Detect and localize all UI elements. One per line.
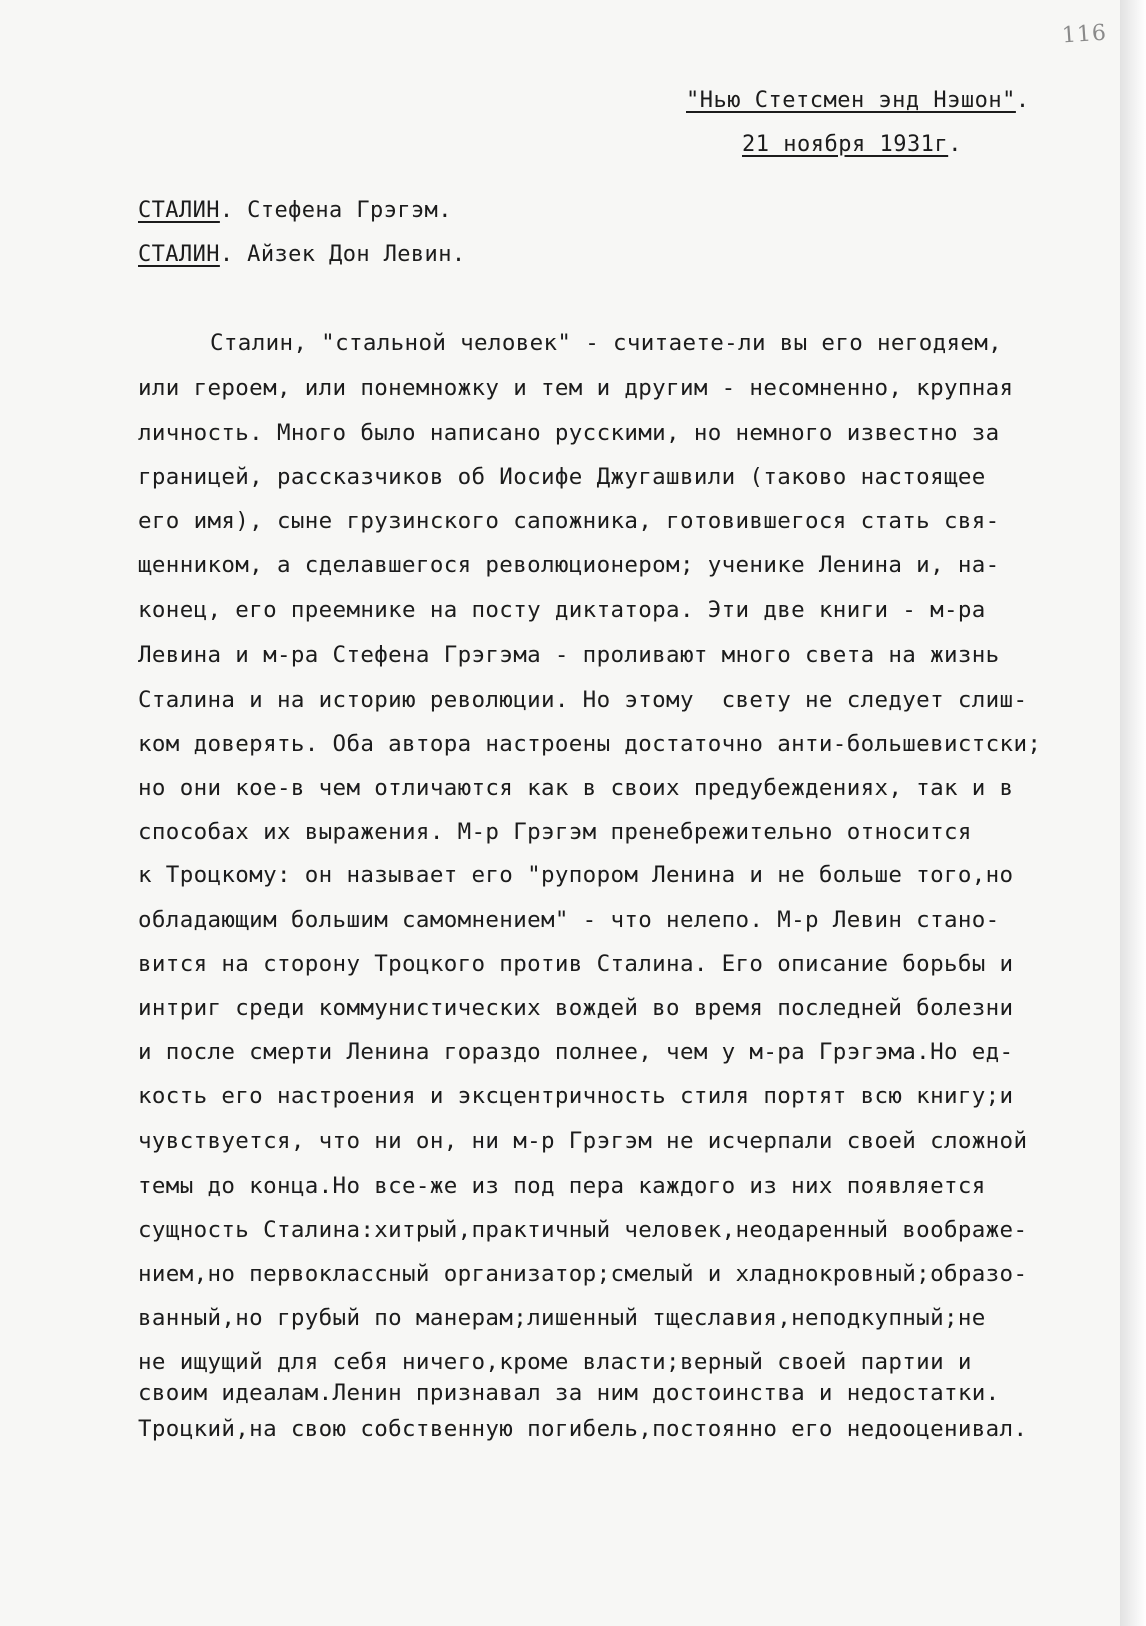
body-line: сущность Сталина:хитрый,практичный человек,неодаренный воображе- [138, 1217, 1028, 1243]
review-heading-1 [138, 198, 452, 223]
body-line: к Троцкому: он называет его "рупором Ленина и не больше того,но [138, 862, 1014, 888]
source-title [686, 88, 1030, 113]
body-line: конец, его преемнике на посту диктатора. Эти две книги - м-ра [138, 597, 986, 623]
review-title: СТАЛИН [138, 242, 220, 267]
body-line: темы до конца.Но все-же из под пера каждого из них появляется [138, 1173, 986, 1199]
body-line: не ищущий для себя ничего,кроме власти;верный своей партии и [138, 1349, 972, 1375]
review-heading-2 [138, 242, 466, 267]
body-line: Сталин, "стальной человек" - считаете-ли вы его негодяем, [210, 330, 1003, 356]
review-author: Стефена Грэгэм. [247, 198, 452, 223]
body-line: Троцкий,на свою собственную погибель,постоянно его недооценивал. [138, 1416, 1028, 1442]
review-author: Айзек Дон Левин. [247, 242, 466, 267]
source-title-period: . [1015, 88, 1030, 113]
review-separator: . [219, 242, 248, 267]
body-line: нием,но первоклассный организатор;смелый и хладнокровный;образо- [138, 1261, 1028, 1287]
body-line: Левина и м-ра Стефена Грэгэма - проливают много света на жизнь [138, 642, 1000, 668]
page-edge [1120, 0, 1146, 1626]
body-line: ком доверять. Оба автора настроены достаточно анти-большевистски; [138, 731, 1042, 757]
body-line: обладающим большим самомнением" - что нелепо. М-р Левин стано- [138, 907, 1000, 933]
body-line: чувствуется, что ни он, ни м-р Грэгэм не исчерпали своей сложной [138, 1128, 1028, 1154]
body-line: своим идеалам.Ленин признавал за ним достоинства и недостатки. [138, 1380, 1000, 1406]
body-line: щенником, а сделавшегося революционером; ученике Ленина и, на- [138, 552, 1000, 578]
publication-date [742, 132, 962, 157]
source-title-text: "Нью Стетсмен энд Нэшон" [686, 88, 1016, 113]
review-separator: . [219, 198, 248, 223]
body-line: или героем, или понемножку и тем и другим - несомненно, крупная [138, 375, 1014, 401]
body-line: границей, рассказчиков об Иосифе Джугашвили (таково настоящее [138, 464, 986, 490]
body-line: Сталина и на историю революции. Но этому свету не следует слиш- [138, 687, 1028, 713]
body-line: ванный,но грубый по манерам;лишенный тщеславия,неподкупный;не [138, 1305, 986, 1331]
body-line: личность. Много было написано русскими, но немного известно за [138, 420, 1000, 446]
body-line: интриг среди коммунистических вождей во время последней болезни [138, 995, 1014, 1021]
body-line: но они кое-в чем отличаются как в своих предубеждениях, так и в [138, 775, 1014, 801]
publication-date-text: 21 ноября 1931г [742, 132, 949, 157]
review-title: СТАЛИН [138, 198, 220, 223]
body-line: его имя), сыне грузинского сапожника, готовившегося стать свя- [138, 508, 1000, 534]
archive-page-number: 116 [1061, 20, 1108, 49]
body-line: и после смерти Ленина гораздо полнее, чем у м-ра Грэгэма.Но ед- [138, 1039, 1014, 1065]
body-line: вится на сторону Троцкого против Сталина. Его описание борьбы и [138, 951, 1014, 977]
body-line: способах их выражения. М-р Грэгэм пренебрежительно относится [138, 819, 972, 845]
body-line: кость его настроения и эксцентричность стиля портят всю книгу;и [138, 1083, 1014, 1109]
publication-date-period: . [948, 132, 962, 157]
